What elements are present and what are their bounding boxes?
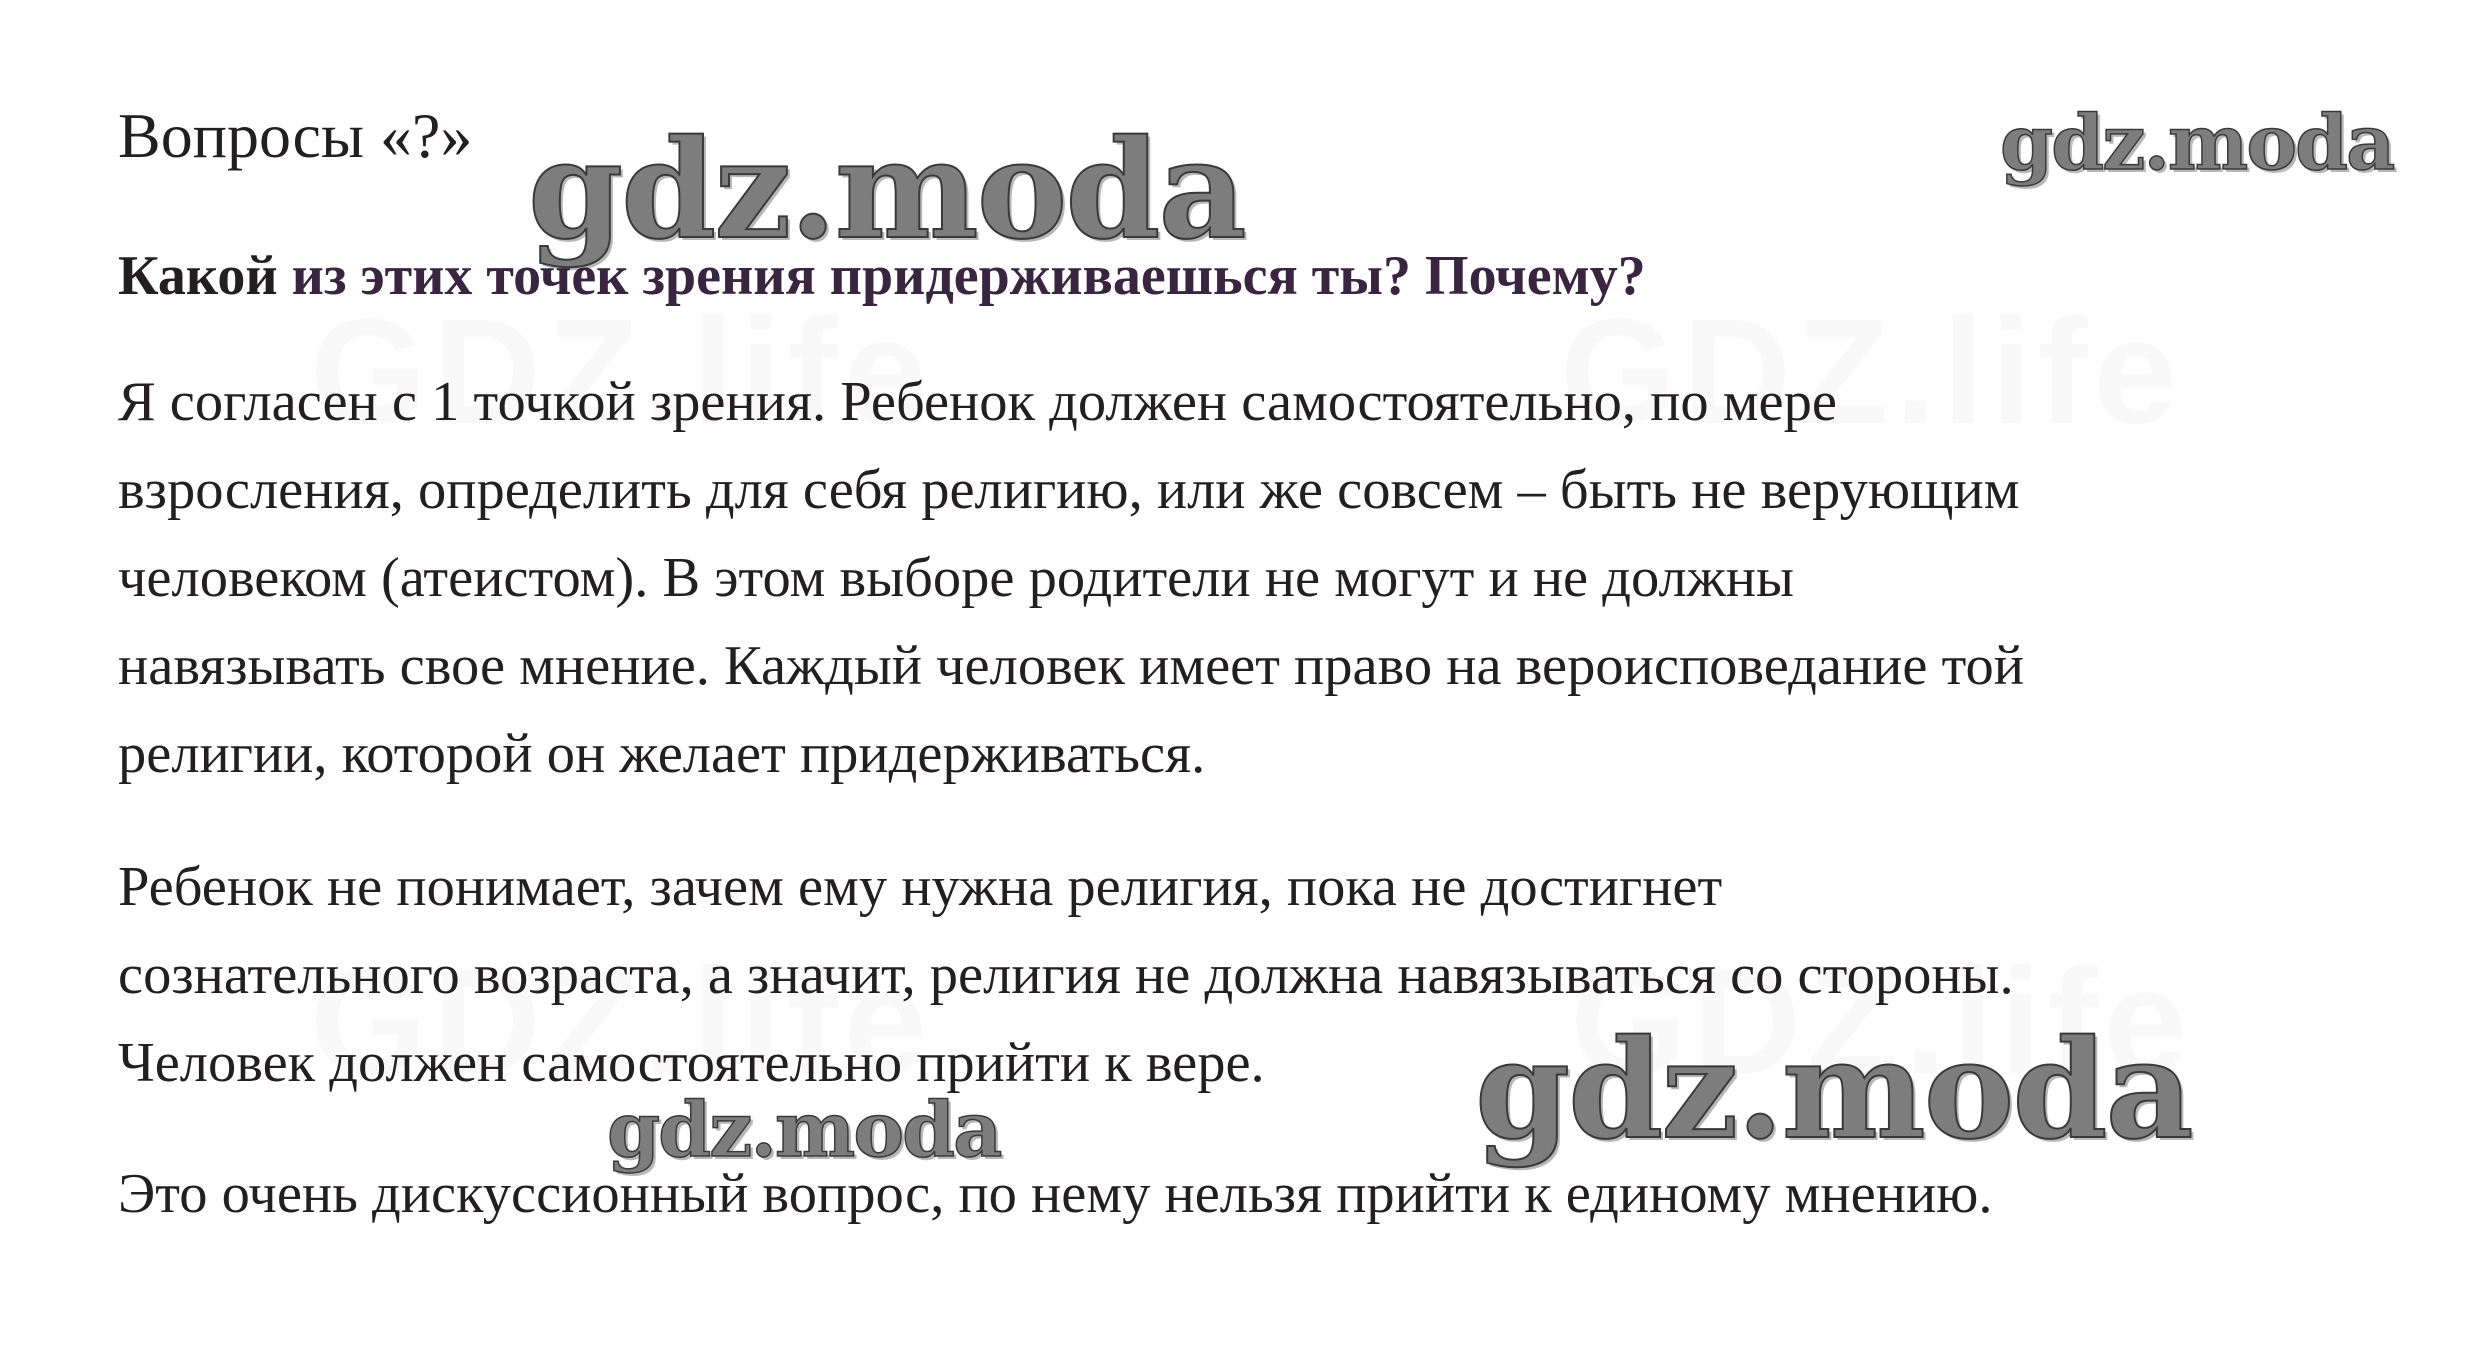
answer-paragraph-1 xyxy=(118,358,2418,798)
watermark-logo: gdz.moda xyxy=(1475,1010,2192,1170)
question-prefix: Какой xyxy=(118,245,292,307)
paragraph-line: взросления, определить для себя религию, или же совсем – быть не верующим xyxy=(118,459,2020,521)
question-highlight: из этих точек зрения придерживаешься ты? Почему? xyxy=(291,245,1646,307)
watermark-logo: gdz.moda xyxy=(2000,98,2394,187)
paragraph-line: навязывать свое мнение. Каждый человек имеет право на вероисповедание той xyxy=(118,635,2025,697)
question-heading xyxy=(118,236,2418,316)
paragraph-line: сознательного возраста, а значит, религия не должна навязываться со стороны. xyxy=(118,944,2014,1006)
paragraph-line: Я согласен с 1 точкой зрения. Ребенок должен самостоятельно, по мере xyxy=(118,371,1837,433)
watermark-logo: gdz.moda xyxy=(607,1085,1001,1174)
paragraph-line: Это очень дискуссионный вопрос, по нему нельзя прийти к единому мнению. xyxy=(118,1163,1993,1225)
section-title: Вопросы «?» xyxy=(118,100,473,171)
answer-paragraph-3 xyxy=(118,1150,2418,1238)
answer-paragraph-2 xyxy=(118,843,2418,1107)
paragraph-line: Ребенок не понимает, зачем ему нужна религия, пока не достигнет xyxy=(118,856,1723,918)
paragraph-line: религии, которой он желает придерживаться. xyxy=(118,723,1206,785)
paragraph-line: человеком (атеистом). В этом выборе родители не могут и не должны xyxy=(118,547,1794,609)
watermark-logo: gdz.moda xyxy=(528,110,1245,270)
paragraph-line: Человек должен самостоятельно прийти к вере. xyxy=(118,1032,1265,1094)
